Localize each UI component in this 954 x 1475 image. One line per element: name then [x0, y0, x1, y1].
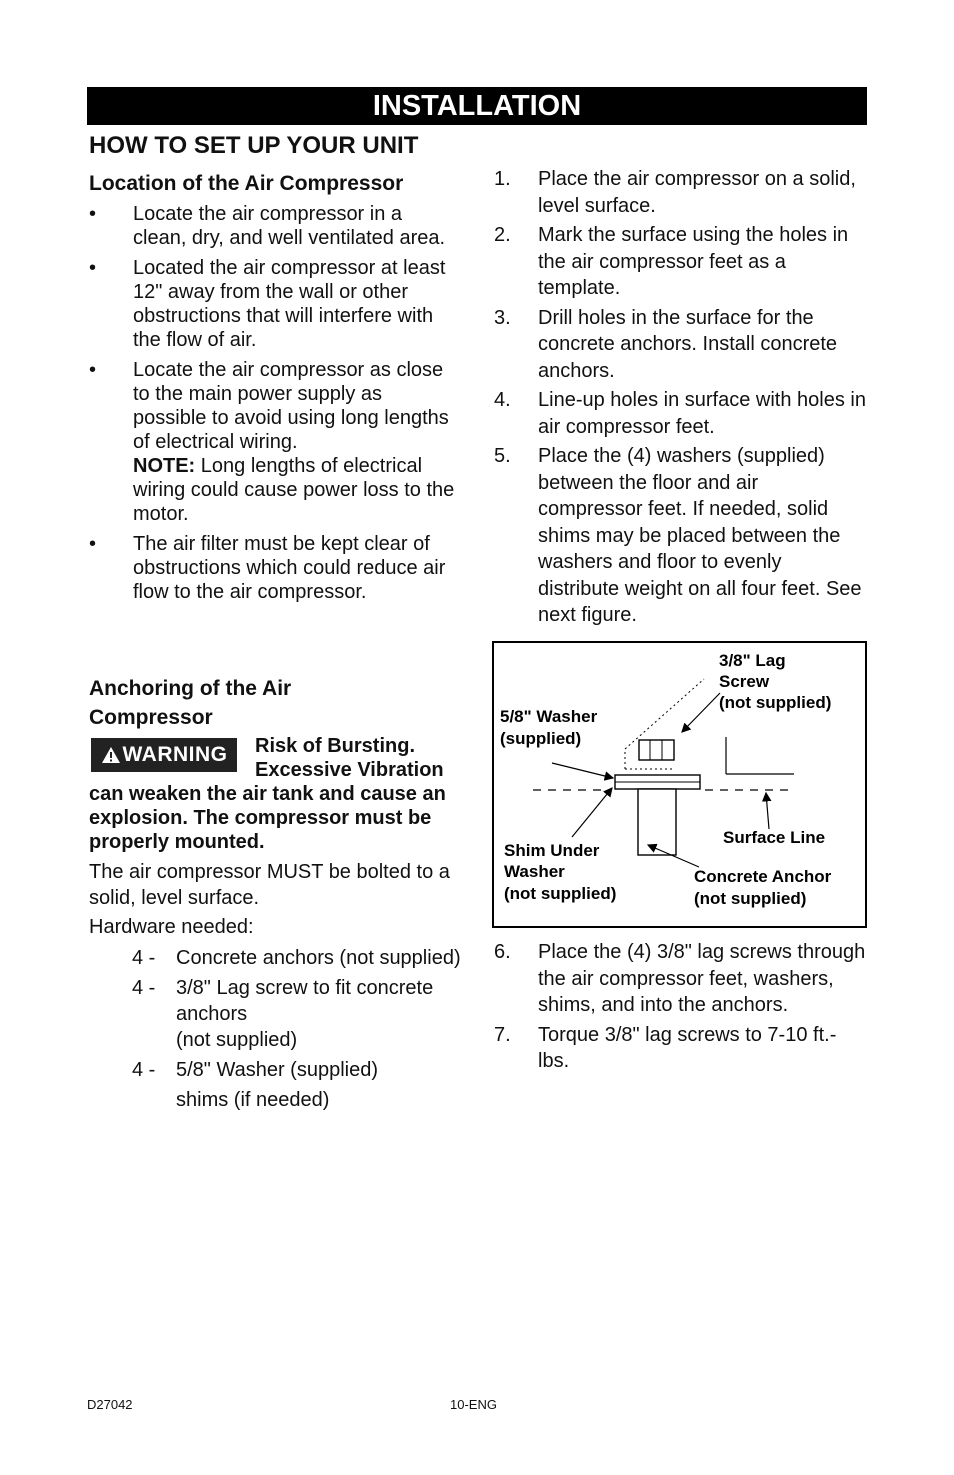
list-item: 4 - Concrete anchors (not supplied) — [132, 947, 461, 969]
warning-text: Risk of Bursting. Excessive Vibration can weaken the air tank and cause an explosion. The compressor must be properly mounted. — [89, 735, 446, 853]
hardware-label: Hardware needed: — [89, 916, 254, 938]
lag-screw-label-2: Screw — [719, 672, 770, 691]
list-item: 4 - 5/8" Washer (supplied) — [132, 1059, 379, 1081]
shim-label-1: Shim Under — [504, 841, 600, 860]
anchor-label-2: (not supplied) — [694, 889, 807, 908]
section-title: HOW TO SET UP YOUR UNIT — [89, 132, 419, 159]
footer-doc-code: D27042 — [87, 1397, 133, 1412]
note-text: Long lengths of electrical wiring could cause power loss to the motor. — [133, 455, 455, 525]
anchor-label-1: Concrete Anchor — [694, 867, 832, 886]
list-item: 5. Place the (4) washers (supplied) between the floor and air compressor feet. If needed, solid shims may be placed between the washers and floor to evenly distribute weight on all four feet. See next figure. — [494, 445, 862, 626]
washer-label-1: 5/8" Washer — [500, 707, 598, 726]
list-item: • The air filter must be kept clear of obstructions which could reduce air flow to the air compressor. — [89, 533, 446, 603]
anchoring-figure — [492, 641, 867, 928]
steps-list-b — [494, 939, 866, 1078]
washer-label-2: (supplied) — [500, 729, 582, 748]
list-item: • Locate the air compressor in a clean, dry, and well ventilated area. — [89, 203, 446, 249]
lag-screw-head — [639, 740, 674, 760]
list-item: 1. Place the air compressor on a solid, level surface. — [494, 168, 856, 217]
bullet-symbol: • — [89, 203, 97, 225]
hardware-list — [132, 945, 462, 1117]
lag-screw-label-1: 3/8" Lag — [719, 651, 786, 670]
note-label: NOTE: — [133, 455, 196, 477]
list-item: 4 - 3/8" Lag screw to fit concrete anchors (not supplied) — [132, 977, 434, 1051]
list-item: 3. Drill holes in the surface for the concrete anchors. Install concrete anchors. — [494, 306, 838, 382]
list-item: 6. Place the (4) 3/8" lag screws through the air compressor feet, washers, shims, and into the anchors. — [494, 941, 866, 1016]
list-item: shims (if needed) — [176, 1089, 330, 1111]
list-item: 2. Mark the surface using the holes in the air compressor feet as a template. — [494, 224, 849, 299]
surface-line-label: Surface Line — [723, 828, 826, 847]
bullet-symbol: • — [89, 533, 97, 555]
shim-label-3: (not supplied) — [504, 884, 617, 903]
anchoring-heading: Anchoring of the Air Compressor — [89, 677, 292, 729]
list-item: 7. Torque 3/8" lag screws to 7-10 ft.-lbs. — [494, 1023, 837, 1072]
footer-page-number: 10-ENG — [450, 1397, 497, 1412]
shim-label-2: Washer — [504, 862, 565, 881]
anchoring-paragraph: The air compressor MUST be bolted to a solid, level surface. — [89, 861, 450, 909]
page-banner: INSTALLATION — [87, 87, 867, 125]
lag-screw-label-3: (not supplied) — [719, 693, 832, 712]
list-item: • Located the air compressor at least 12" away from the wall or other obstructions that will interfere with the flow of air. — [89, 257, 446, 351]
steps-list-a — [494, 166, 866, 632]
location-heading: Location of the Air Compressor — [89, 172, 404, 195]
concrete-anchor-shape — [638, 789, 676, 855]
warning-block — [89, 734, 461, 854]
bullet-symbol: • — [89, 359, 97, 381]
location-bullets — [89, 202, 459, 610]
bullet-symbol: • — [89, 257, 97, 279]
list-item: 4. Line-up holes in surface with holes in air compressor feet. — [494, 389, 866, 438]
list-item: • Locate the air compressor as close to the main power supply as possible to avoid using long lengths of electrical wiring. NOTE: Long lengths of electrical wiring could cause power loss to the motor. — [89, 359, 455, 525]
warning-icon — [101, 746, 121, 764]
warning-badge: WARNING — [91, 738, 237, 772]
